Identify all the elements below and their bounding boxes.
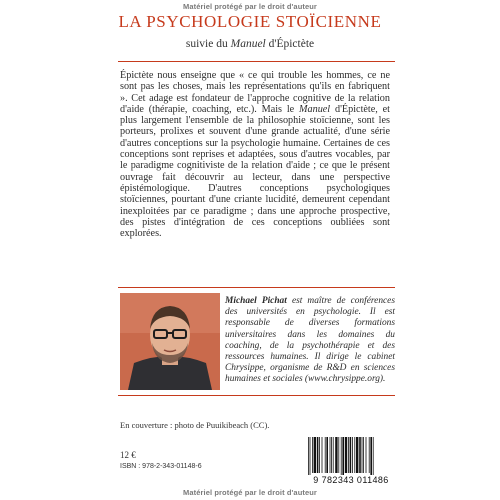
- barcode-bar: [342, 437, 344, 477]
- book-title: LA PSYCHOLOGIE STOÏCIENNE: [118, 12, 382, 31]
- barcode-bar: [352, 437, 353, 473]
- author-portrait-image: [120, 293, 220, 390]
- barcode-bar: [356, 437, 358, 473]
- description-part-2: d'Épictète, et plus largement l'ensemble de la philosophie stoïcienne, sont les porteurs, prolixes et souvent d'une grande actualité, d'une série d'autres conceptions sur la psychologie humaine. Certaines de ces conceptions sont reprises et adaptées, sous d'autres vocables, par le paradigme cognitiviste de la relation d'aide ; ce que le présent ouvrage fait découvrir au lecteur, dans une perspective épistémologique. D'autres conceptions psychologiques stoïciennes, pourtant d'une criante lucidité, demeurent cependant inexploitées par ce paradigme ; dans une approche prospective, des pistes d'intégration de ces conceptions oubliées sont explorées.: [120, 103, 390, 240]
- barcode-bar: [308, 437, 309, 477]
- copyright-watermark-bottom: Matériel protégé par le droit d'auteur: [183, 488, 317, 497]
- barcode-bar: [325, 437, 326, 473]
- barcode-bar: [335, 437, 337, 473]
- author-bio-text: est maître de conférences des universités en psychologie. Il est responsable de diverses formations universitaires dans les domaines du coaching, de la psychothérapie et des ressources humaines. Il dirige le cabinet Chrysippe, organisme de R&D en sciences humaines et sociales (www.chrysippe.org).: [225, 296, 395, 385]
- barcode-bar: [363, 437, 364, 473]
- barcode-bar: [310, 437, 311, 477]
- barcode-bar: [317, 437, 319, 473]
- barcode-bar: [319, 437, 320, 473]
- barcode-bar: [338, 437, 339, 473]
- barcode-digits: 9 782343 011486: [296, 475, 406, 485]
- book-description: [120, 70, 390, 239]
- barcode-bar: [326, 437, 328, 473]
- subtitle-emphasis: Manuel: [230, 38, 266, 50]
- barcode-bar: [366, 437, 367, 473]
- barcode-bar: [341, 437, 342, 477]
- divider-middle: [118, 287, 395, 288]
- cover-credit: En couverture : photo de Puuikibeach (CC).: [120, 420, 270, 430]
- divider-bottom: [118, 395, 395, 396]
- price: 12 €: [120, 450, 136, 460]
- barcode-bar: [333, 437, 334, 473]
- barcode-bar: [345, 437, 347, 473]
- copyright-watermark-top: Matériel protégé par le droit d'auteur: [183, 2, 317, 11]
- barcode-bar: [348, 437, 349, 473]
- barcode-bar: [312, 437, 313, 473]
- author-photo: [120, 293, 220, 390]
- barcode-bar: [330, 437, 331, 473]
- barcode-bar: [350, 437, 352, 473]
- barcode-bar: [369, 437, 370, 473]
- isbn: ISBN : 978-2-343-01148-6: [120, 463, 202, 470]
- barcode-bar: [370, 437, 372, 477]
- barcode-bar: [359, 437, 361, 473]
- description-part-1: Épictète nous enseigne que « ce qui trouble les hommes, ce ne sont pas les choses, mais les représentations qu'ils en fabriquent ». Cet adage est fondateur de l'approche cognitive de la relation d'aide (thérapie, coaching, etc.). Mais le: [120, 70, 390, 115]
- barcode-bar: [331, 437, 332, 473]
- subtitle-suffix: d'Épictète: [265, 38, 315, 50]
- author-bio: [225, 296, 395, 386]
- book-subtitle: [0, 38, 500, 50]
- barcode-bar: [314, 437, 316, 473]
- description-emphasis: Manuel: [299, 103, 331, 115]
- author-name: Michael Pichat: [225, 296, 287, 306]
- barcode-bar: [354, 437, 355, 473]
- barcode-bar: [362, 437, 363, 473]
- barcode-bar: [322, 437, 323, 473]
- divider-top: [118, 61, 395, 62]
- barcode-bar: [373, 437, 374, 477]
- subtitle-prefix: suivie du: [185, 38, 231, 50]
